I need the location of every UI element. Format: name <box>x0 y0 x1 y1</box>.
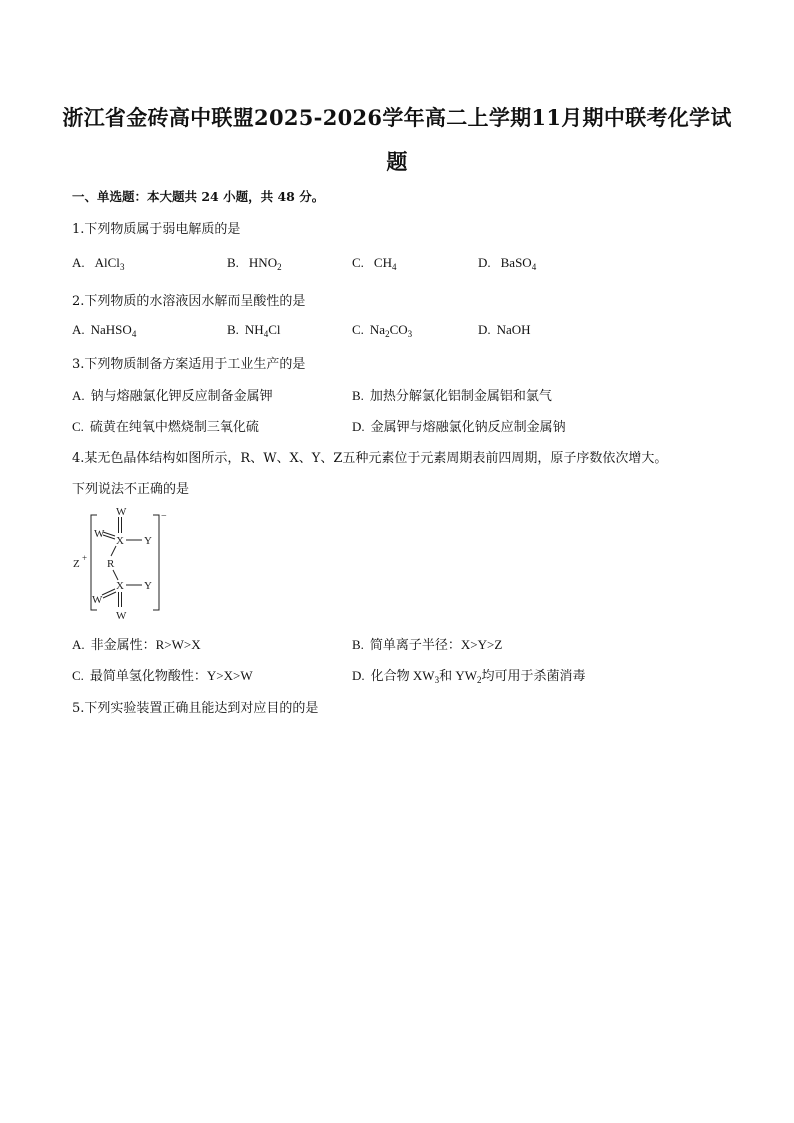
structure-z-charge: + <box>82 553 88 563</box>
structure-x-lower: X <box>116 580 124 592</box>
bond-ll-double-b <box>103 592 116 598</box>
q1-option-d[interactable]: D. BaSO$_4$ <box>478 255 537 272</box>
crystal-structure-diagram <box>70 505 180 625</box>
structure-x-upper: X <box>116 535 124 547</box>
bond-x-r-upper <box>111 546 116 556</box>
structure-z-label: Z <box>73 558 80 570</box>
q4-option-b[interactable]: B. 简单离子半径：X>Y>Z <box>352 637 503 652</box>
q3-option-b[interactable]: B. 加热分解氯化铝制金属铝和氯气 <box>352 388 552 403</box>
q3-option-d[interactable]: D. 金属钾与熔融氯化钠反应制金属钠 <box>352 419 566 434</box>
structure-y-upper: Y <box>144 535 152 547</box>
page-title-line2: 题 <box>386 149 408 174</box>
question-2-stem: 2.下列物质的水溶液因水解而呈酸性的是 <box>72 294 306 309</box>
page-title-line1: 浙江省金砖高中联盟2025-2026学年高二上学期11月期中联考化学试 <box>62 105 732 130</box>
structure-r: R <box>107 558 115 570</box>
q2-option-c[interactable]: C. $Na_2CO_3$ <box>352 322 413 339</box>
q1-option-a[interactable]: A. AlCl$_3$ <box>72 255 125 272</box>
structure-w-bottom: W <box>116 610 127 622</box>
q2-option-a[interactable]: A. NaHSO$_4$ <box>72 322 137 339</box>
structure-w-upper-left: W <box>94 528 105 540</box>
q2-option-b[interactable]: B. $NH_4Cl$ <box>227 322 281 339</box>
bond-ll-double-a <box>102 589 115 595</box>
q1-option-b[interactable]: B. $HNO_2$ <box>227 255 282 272</box>
question-4-stem: 4.某无色晶体结构如图所示，R、W、X、Y、Z五种元素位于元素周期表前四周期，原子序数依次增大。 <box>72 451 668 466</box>
q2-option-d[interactable]: D. NaOH <box>478 322 531 337</box>
structure-anion-charge: − <box>161 511 167 522</box>
structure-y-lower: Y <box>144 580 152 592</box>
q4-option-c[interactable]: C. 最简单氢化物酸性：Y>X>W <box>72 668 253 683</box>
right-bracket <box>153 515 159 610</box>
question-3-stem: 3.下列物质制备方案适用于工业生产的是 <box>72 357 306 372</box>
bond-r-x-lower <box>113 570 118 580</box>
question-4-stem-cont: 下列说法不正确的是 <box>72 482 190 497</box>
q3-option-a[interactable]: A. 钠与熔融氯化钾反应制备金属钾 <box>72 388 273 403</box>
question-5-stem: 5.下列实验装置正确且能达到对应目的的是 <box>72 701 319 716</box>
structure-w-lower-left: W <box>92 594 103 606</box>
q4-option-d[interactable]: D. 化合物 $XW_3$和 $YW_2$均可用于杀菌消毒 <box>352 668 586 685</box>
question-1-stem: 1.下列物质属于弱电解质的是 <box>72 222 241 237</box>
section-heading: 一、单选题：本大题共 24 小题，共 48 分。 <box>72 189 325 204</box>
q1-option-c[interactable]: C. $CH_4$ <box>352 255 397 272</box>
structure-w-top: W <box>116 506 127 518</box>
q4-option-a[interactable]: A. 非金属性：R>W>X <box>72 637 201 652</box>
q3-option-c[interactable]: C. 硫黄在纯氧中燃烧制三氧化硫 <box>72 419 259 434</box>
